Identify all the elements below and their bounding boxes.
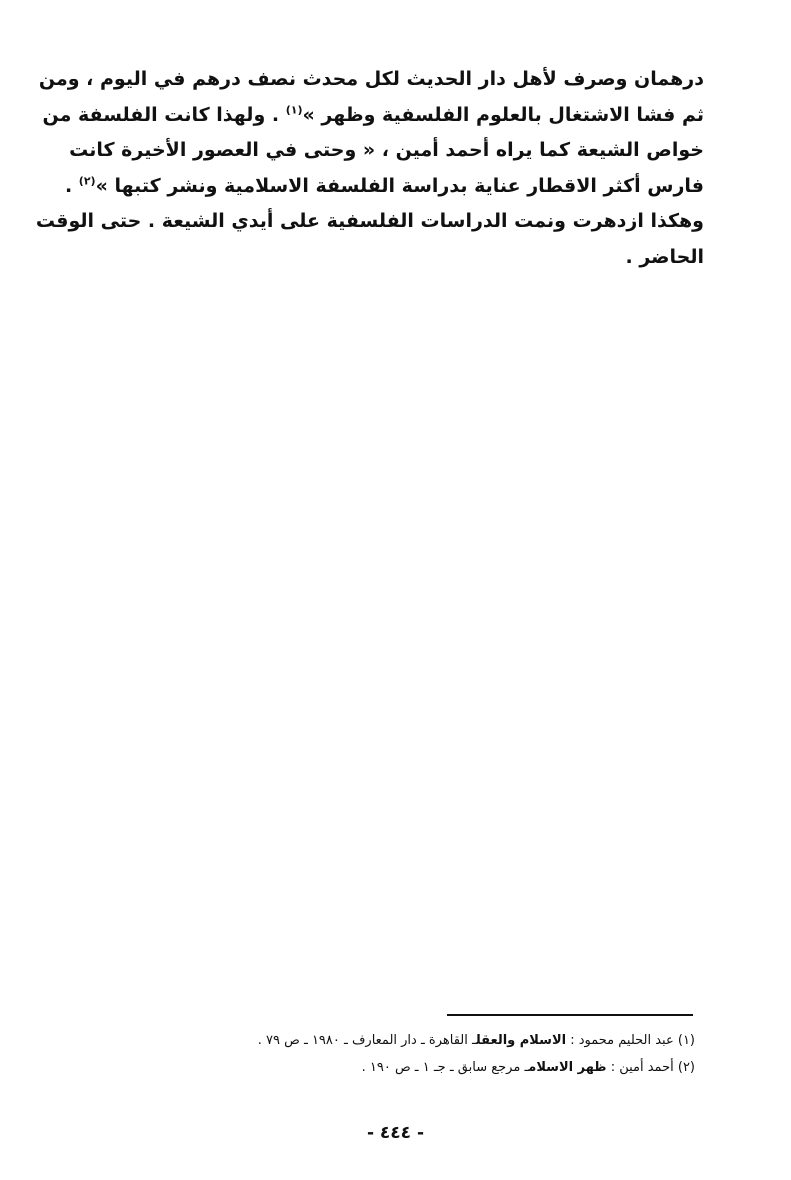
footnote-1-rest: ـ القاهرة ـ دار المعارف ـ ١٩٨٠ ـ ص ٧٩ . [257, 1033, 476, 1048]
text-line-3: خواص الشيعة كما يراه أحمد أمين ، « وحتى في العصور الأخيرة كانت [69, 139, 704, 161]
page-number: - ٤٤٤ - [366, 1123, 425, 1143]
footnotes [95, 1027, 695, 1081]
footnote-1 [95, 1027, 695, 1054]
footnote-ref-2: (٢) [78, 174, 96, 188]
text-line-6: الحاضر . [625, 245, 704, 268]
text-line-2-end: . ولهذا كانت الفلسفة من [42, 103, 286, 126]
footnote-1-author: عبد الحليم محمود : [570, 1033, 674, 1048]
footnote-2-title: ظهر الاسلام [528, 1060, 607, 1075]
text-line-5: وهكذا ازدهرت ونمت الدراسات الفلسفية على أيدي الشيعة . حتى الوقت [35, 210, 704, 232]
text-line-1: درهمان وصرف لأهل دار الحديث لكل محدث نصف درهم في اليوم ، ومن [38, 68, 704, 90]
text-line-2-start: ثم فشا الاشتغال بالعلوم الفلسفية وظهر » [302, 103, 704, 126]
footnote-2-rest: ـ مرجع سابق ـ جـ ١ ـ ص ١٩٠ . [361, 1060, 529, 1075]
footnote-2-number: (٢) [677, 1060, 695, 1075]
footnote-1-title: الاسلام والعقل [475, 1033, 567, 1048]
text-line-4-start: فارس أكثر الاقطار عناية بدراسة الفلسفة الاسلامية ونشر كتبها » [95, 174, 704, 197]
main-paragraph [35, 62, 704, 275]
text-line-2 [42, 98, 704, 134]
text-line-4 [64, 169, 704, 205]
text-line-4-end: . [64, 174, 79, 197]
footnote-divider [447, 1014, 693, 1016]
footnote-ref-1: (١) [285, 103, 303, 117]
footnote-2 [95, 1054, 695, 1081]
footnote-1-number: (١) [677, 1033, 695, 1048]
footnote-2-author: أحمد أمين : [610, 1060, 674, 1075]
